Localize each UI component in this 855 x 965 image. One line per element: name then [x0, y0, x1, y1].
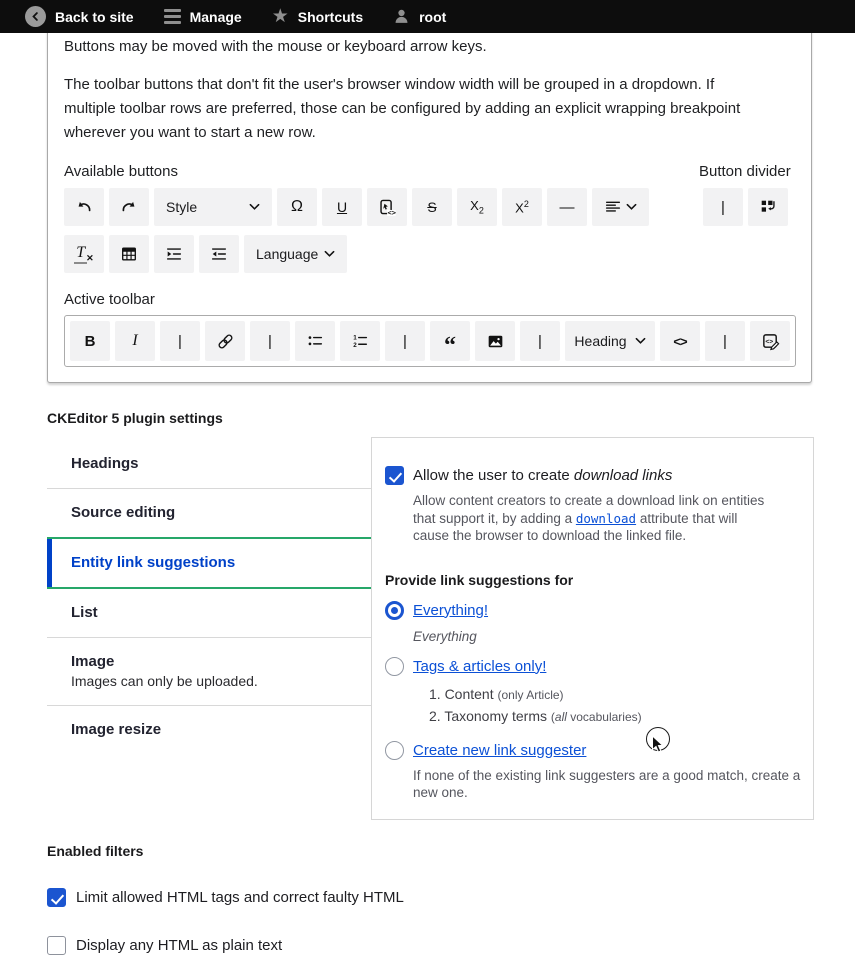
tab-label: Image — [71, 653, 115, 670]
admin-toolbar — [0, 0, 855, 33]
toolbar-description-text: The toolbar buttons that don't fit the user's browser window width will be grouped in a dropdown. If multiple toolbar rows are preferred, those can be configured by adding an explicit wrapping breakpoint wherever you want to start a new row. — [64, 76, 741, 141]
enabled-filters-section — [47, 843, 647, 955]
media-icon — [378, 198, 397, 217]
filter-plain-text-label: Display any HTML as plain text — [76, 937, 283, 954]
toolbar-divider-1[interactable] — [160, 321, 200, 361]
bar-icon: | — [178, 332, 182, 350]
quote-icon: “ — [444, 333, 456, 359]
alignment-dropdown[interactable] — [592, 188, 649, 226]
bulleted-list-button[interactable] — [295, 321, 335, 361]
chevron-down-icon — [249, 203, 260, 211]
tab-source-editing[interactable] — [47, 488, 371, 537]
media-embed-button[interactable] — [367, 188, 407, 226]
indent-icon — [165, 245, 183, 263]
outdent-button[interactable] — [199, 235, 239, 273]
link-suggestions-radio-group — [385, 601, 801, 802]
tab-label: List — [71, 604, 98, 621]
back-icon — [25, 6, 46, 27]
bar-icon: | — [403, 332, 407, 350]
code-button[interactable] — [660, 321, 700, 361]
underline-button[interactable] — [322, 188, 362, 226]
horizontal-rule-button[interactable] — [547, 188, 587, 226]
bold-icon: B — [84, 332, 96, 350]
tab-entity-link-suggestions[interactable] — [47, 537, 371, 589]
filter-plain-text-checkbox[interactable] — [47, 936, 66, 955]
indent-button[interactable] — [154, 235, 194, 273]
button-divider-row — [703, 188, 788, 226]
list-item: 1. Content (only Article) — [429, 685, 564, 702]
topbar-label: Back to site — [55, 8, 134, 25]
topbar-item-back-to-site[interactable] — [10, 0, 149, 33]
radio-tags-articles-link[interactable]: Tags & articles only! — [413, 657, 547, 675]
download-attribute-link[interactable]: download — [575, 510, 637, 526]
chevron-down-icon — [626, 203, 637, 211]
tab-description: Images can only be uploaded. — [71, 673, 258, 689]
redo-button[interactable] — [109, 188, 149, 226]
row-break-button[interactable] — [748, 188, 788, 226]
topbar-label: Manage — [189, 8, 242, 25]
horizontal-rule-icon: — — [559, 198, 575, 216]
language-dropdown[interactable] — [244, 235, 347, 273]
enabled-filters-list — [47, 888, 647, 955]
undo-button[interactable] — [64, 188, 104, 226]
chevron-down-icon — [635, 337, 646, 345]
bar-icon: | — [721, 198, 725, 216]
available-buttons-row-1 — [64, 188, 649, 226]
button-divider-label: Button divider — [699, 163, 791, 180]
list-item: 2. Taxonomy terms (all vocabularies) — [429, 707, 642, 724]
menu-icon — [164, 9, 181, 24]
tab-headings[interactable] — [47, 440, 371, 488]
radio-everything[interactable] — [385, 601, 404, 620]
topbar-label: root — [419, 8, 447, 25]
topbar-item-manage[interactable] — [149, 0, 257, 33]
bar-icon: | — [723, 332, 727, 350]
toolbar-divider-3[interactable] — [385, 321, 425, 361]
image-button[interactable] — [475, 321, 515, 361]
image-icon — [486, 332, 505, 351]
radio-create-new-link[interactable]: Create new link suggester — [413, 741, 587, 759]
enabled-filters-title: Enabled filters — [47, 843, 144, 859]
numbered-list-icon — [351, 332, 369, 350]
filter-limit-html-row — [47, 888, 647, 907]
svg-text:2: 2 — [353, 341, 357, 349]
blockquote-button[interactable] — [430, 321, 470, 361]
star-icon: ★ — [271, 6, 289, 27]
toolbar-divider-5[interactable] — [705, 321, 745, 361]
dropdown-label: Style — [166, 199, 198, 215]
dropdown-label: Language — [256, 246, 319, 262]
radio-tags-articles-list — [429, 684, 797, 728]
strikethrough-button[interactable] — [412, 188, 452, 226]
link-suggestions-label: Provide link suggestions for — [385, 571, 574, 588]
chevron-down-icon — [324, 250, 335, 258]
topbar-item-shortcuts[interactable] — [257, 0, 378, 33]
user-icon — [393, 8, 410, 25]
tab-image[interactable] — [47, 637, 371, 705]
radio-everything-row — [385, 601, 797, 620]
tab-image-resize[interactable] — [47, 705, 371, 754]
outdent-icon — [210, 245, 228, 263]
style-dropdown[interactable] — [154, 188, 272, 226]
link-button[interactable] — [205, 321, 245, 361]
divider-bar-button[interactable] — [703, 188, 743, 226]
remove-format-icon: T ✕ — [76, 243, 94, 263]
filter-plain-text-row — [47, 936, 647, 955]
radio-create-new-description: If none of the existing link suggesters are a good match, create a new one. — [413, 767, 801, 800]
active-toolbar-label: Active toolbar — [64, 291, 155, 308]
filter-limit-html-label: Limit allowed HTML tags and correct faulty HTML — [76, 889, 404, 906]
align-icon — [604, 198, 622, 216]
undo-icon — [74, 197, 94, 217]
toolbar-divider-2[interactable] — [250, 321, 290, 361]
active-toolbar-row — [64, 315, 796, 367]
tab-list[interactable] — [47, 589, 371, 637]
omega-icon: Ω — [291, 198, 303, 215]
radio-everything-note: Everything — [413, 628, 477, 644]
svg-text:<>: <> — [387, 207, 396, 217]
mouse-cursor-icon — [651, 735, 665, 754]
download-links-label: Allow the user to create download links — [413, 467, 673, 484]
table-icon — [120, 245, 138, 263]
source-editing-icon — [761, 332, 780, 351]
download-links-checkbox[interactable] — [385, 466, 404, 485]
subscript-icon: $X_2$ — [470, 197, 484, 216]
redo-icon — [119, 197, 139, 217]
special-characters-button[interactable] — [277, 188, 317, 226]
topbar-item-user-account[interactable] — [378, 0, 461, 33]
bar-icon: | — [538, 332, 542, 350]
tab-label: Headings — [71, 455, 139, 472]
bold-button[interactable] — [70, 321, 110, 361]
download-links-description: Allow content creators to create a download link on entities that support it, by adding a download attribute that will cause the browser to download the linked file. — [413, 493, 765, 543]
tab-label: Image resize — [71, 721, 162, 738]
available-buttons-row-2 — [64, 235, 347, 273]
radio-everything-link[interactable]: Everything! — [413, 601, 489, 619]
heading-dropdown[interactable] — [565, 321, 655, 361]
subscript-button[interactable] — [457, 188, 497, 226]
download-links-row — [385, 466, 797, 485]
numbered-list-button[interactable] — [340, 321, 380, 361]
radio-tags-articles-row — [385, 657, 797, 676]
svg-text:1: 1 — [353, 334, 357, 342]
remove-format-button[interactable] — [64, 235, 104, 273]
italic-button[interactable] — [115, 321, 155, 361]
toolbar-intro-text: Buttons may be moved with the mouse or keyboard arrow keys. — [64, 38, 487, 55]
superscript-icon: $X^2$ — [515, 198, 529, 216]
tab-label: Entity link suggestions — [71, 554, 236, 571]
radio-tags-articles[interactable] — [385, 657, 404, 676]
superscript-button[interactable] — [502, 188, 542, 226]
source-editing-button[interactable] — [750, 321, 790, 361]
radio-create-new-row — [385, 741, 797, 760]
filter-limit-html-checkbox[interactable] — [47, 888, 66, 907]
plugin-settings-tabs — [47, 440, 371, 754]
plugin-settings-title: CKEditor 5 plugin settings — [47, 410, 223, 426]
radio-create-new[interactable] — [385, 741, 404, 760]
entity-link-suggestions-panel — [371, 437, 814, 820]
toolbar-configuration-fieldset — [47, 0, 812, 383]
code-icon: <> — [673, 333, 687, 349]
dropdown-label: Heading — [574, 333, 627, 349]
italic-icon: I — [132, 332, 138, 349]
topbar-label: Shortcuts — [297, 8, 364, 25]
bar-icon: | — [268, 332, 272, 350]
toolbar-divider-4[interactable] — [520, 321, 560, 361]
available-buttons-label: Available buttons — [64, 163, 178, 180]
bulleted-list-icon — [306, 332, 324, 350]
underline-icon: U — [336, 199, 348, 215]
strikethrough-icon: S — [427, 199, 437, 215]
link-icon — [216, 332, 235, 351]
table-button[interactable] — [109, 235, 149, 273]
tab-label: Source editing — [71, 504, 176, 521]
wrap-icon — [759, 198, 777, 216]
svg-text:<>: <> — [764, 338, 773, 346]
